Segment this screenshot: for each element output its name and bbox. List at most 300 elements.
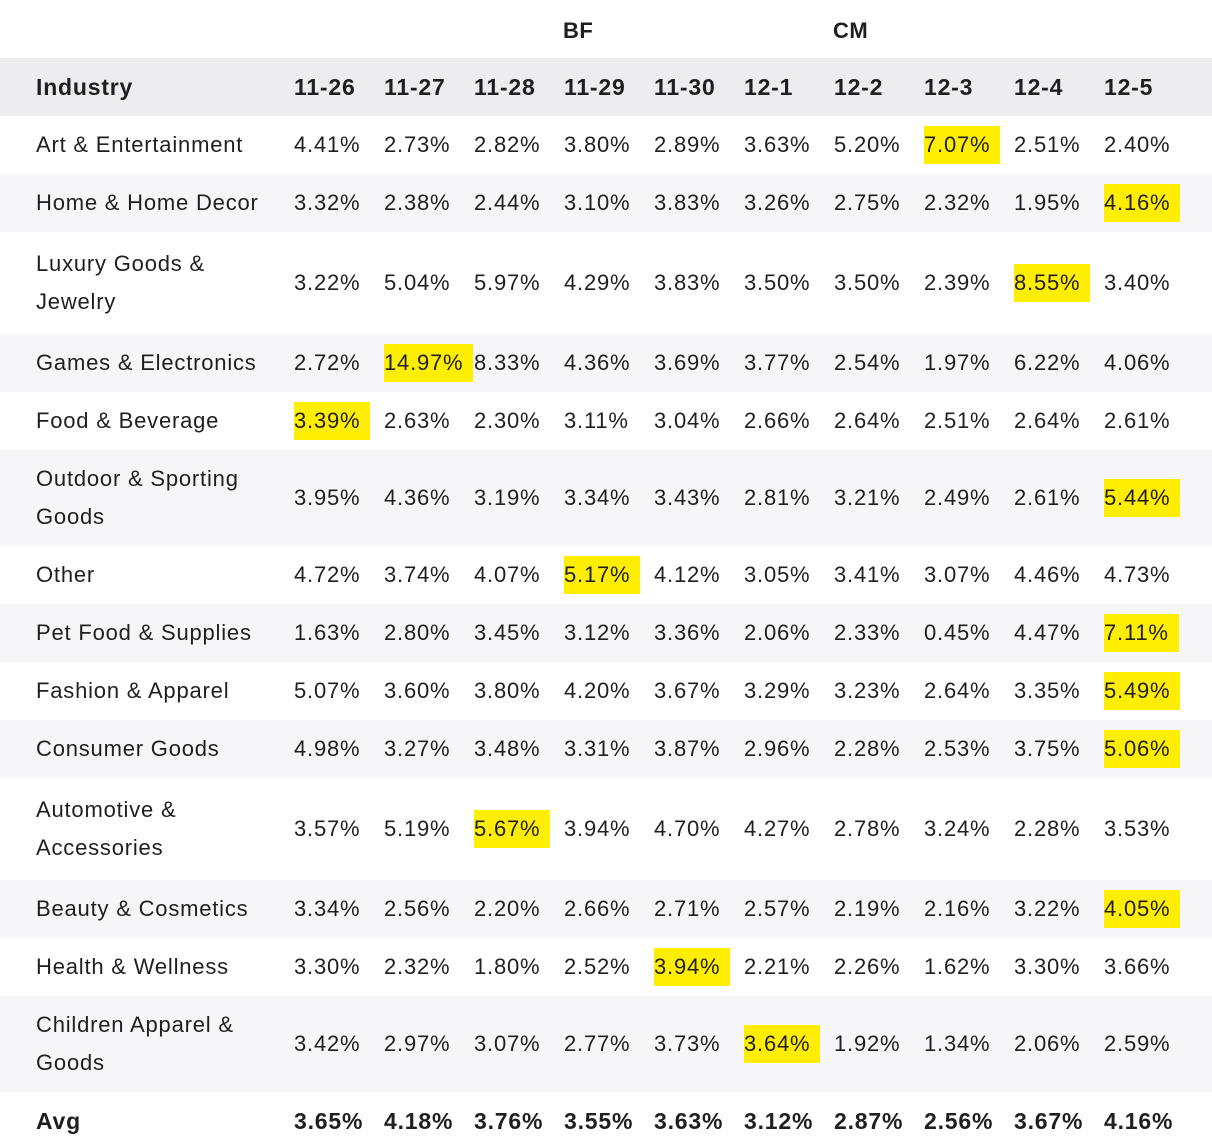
- value-cell: [650, 996, 740, 1092]
- highlighted-value-cell: [1100, 662, 1212, 720]
- cell-text: 3.43%: [654, 485, 721, 510]
- avg-value-cell: 2.87%: [834, 1108, 904, 1134]
- group-label-cm: CM: [833, 18, 869, 43]
- cell-text: 3.74%: [384, 562, 451, 587]
- cell-text: 3.95%: [294, 485, 361, 510]
- highlighted-value-cell: [290, 392, 380, 450]
- cell-text: 4.73%: [1104, 562, 1171, 587]
- cell-text: 2.16%: [924, 896, 991, 921]
- avg-value-cell: 3.76%: [474, 1108, 544, 1134]
- cell-text: 2.73%: [384, 132, 451, 157]
- value-cell: [920, 174, 1010, 232]
- column-header-date: 11-30: [654, 73, 716, 100]
- value-cell: [1010, 546, 1100, 604]
- industry-name: Health & Wellness: [36, 954, 229, 979]
- value-cell: [290, 334, 380, 392]
- cell-text: 2.54%: [834, 350, 901, 375]
- cell-text: 2.30%: [474, 408, 541, 433]
- value-cell: [740, 938, 830, 996]
- value-cell: [650, 450, 740, 546]
- cell-text: 8.55%: [1014, 264, 1090, 302]
- table-row: [0, 232, 1212, 334]
- cell-text: 3.35%: [1014, 678, 1081, 703]
- cell-text: 2.51%: [924, 408, 991, 433]
- value-cell: [1100, 778, 1212, 880]
- value-cell: [560, 116, 650, 174]
- value-cell: [470, 546, 560, 604]
- value-cell: [1010, 450, 1100, 546]
- table-row: [0, 604, 1212, 662]
- industry-name: Pet Food & Supplies: [36, 620, 252, 645]
- value-cell: [1010, 392, 1100, 450]
- value-cell: [830, 720, 920, 778]
- value-cell: [1010, 334, 1100, 392]
- value-cell: [560, 662, 650, 720]
- cell-text: 3.63%: [744, 132, 811, 157]
- cell-text: 2.20%: [474, 896, 541, 921]
- cell-text: 3.40%: [1104, 270, 1171, 295]
- value-cell: [740, 334, 830, 392]
- value-cell: [470, 174, 560, 232]
- table-row: [0, 450, 1212, 546]
- table-row: [0, 174, 1212, 232]
- column-header-date: 11-27: [384, 73, 446, 100]
- value-cell: [650, 232, 740, 334]
- industry-name: Games & Electronics: [36, 350, 257, 375]
- value-cell: [560, 778, 650, 880]
- value-cell: [470, 334, 560, 392]
- value-cell: [830, 334, 920, 392]
- table-row: [0, 938, 1212, 996]
- value-cell: [290, 174, 380, 232]
- cell-text: 4.27%: [744, 816, 811, 841]
- cell-text: 2.97%: [384, 1031, 451, 1056]
- cell-text: 2.52%: [564, 954, 631, 979]
- value-cell: [920, 778, 1010, 880]
- industry-name: Other: [36, 562, 96, 587]
- cell-text: 5.19%: [384, 816, 451, 841]
- highlighted-value-cell: [1100, 720, 1212, 778]
- cell-text: 7.11%: [1104, 614, 1179, 652]
- cell-text: 1.92%: [834, 1031, 901, 1056]
- value-cell: [650, 662, 740, 720]
- value-cell: [650, 720, 740, 778]
- avg-value-cell: 2.56%: [924, 1108, 994, 1134]
- value-cell: [1010, 604, 1100, 662]
- value-cell: [920, 392, 1010, 450]
- cell-text: 1.34%: [924, 1031, 991, 1056]
- value-cell: [1100, 116, 1212, 174]
- cell-text: 2.32%: [384, 954, 451, 979]
- group-label-bf: BF: [563, 18, 594, 43]
- cell-text: 3.42%: [294, 1031, 361, 1056]
- column-header-date: 12-2: [834, 73, 884, 100]
- value-cell: [830, 938, 920, 996]
- value-cell: [290, 604, 380, 662]
- cell-text: 2.66%: [744, 408, 811, 433]
- cell-text: 4.70%: [654, 816, 721, 841]
- cell-text: 2.89%: [654, 132, 721, 157]
- highlighted-value-cell: [560, 546, 650, 604]
- cell-text: 3.69%: [654, 350, 721, 375]
- cell-text: 2.64%: [924, 678, 991, 703]
- cell-text: 2.28%: [834, 736, 901, 761]
- column-header-date: 12-3: [924, 73, 974, 100]
- value-cell: [1100, 392, 1212, 450]
- value-cell: [740, 720, 830, 778]
- value-cell: [380, 116, 470, 174]
- value-cell: [740, 778, 830, 880]
- cell-text: 4.12%: [654, 562, 721, 587]
- table-row: [0, 996, 1212, 1092]
- value-cell: [920, 604, 1010, 662]
- value-cell: [560, 450, 650, 546]
- value-cell: [830, 116, 920, 174]
- cell-text: 3.07%: [474, 1031, 541, 1056]
- column-header-industry: Industry: [36, 73, 134, 100]
- value-cell: [920, 334, 1010, 392]
- highlighted-value-cell: [920, 116, 1010, 174]
- cell-text: 2.64%: [834, 408, 901, 433]
- industry-name: Fashion & Apparel: [36, 678, 230, 703]
- value-cell: [1010, 778, 1100, 880]
- cell-text: 3.53%: [1104, 816, 1171, 841]
- value-cell: [380, 880, 470, 938]
- cell-text: 3.34%: [294, 896, 361, 921]
- column-header-date: 11-29: [564, 73, 626, 100]
- industry-name: Home & Home Decor: [36, 190, 259, 215]
- cell-text: 3.87%: [654, 736, 721, 761]
- value-cell: [380, 662, 470, 720]
- cell-text: 3.11%: [564, 408, 629, 433]
- cell-text: 2.44%: [474, 190, 541, 215]
- cell-text: 2.06%: [744, 620, 811, 645]
- value-cell: [830, 662, 920, 720]
- value-cell: [830, 174, 920, 232]
- highlighted-value-cell: [1100, 450, 1212, 546]
- cell-text: 2.59%: [1104, 1031, 1171, 1056]
- cell-text: 1.80%: [474, 954, 541, 979]
- cell-text: 2.66%: [564, 896, 631, 921]
- column-header-date: 12-1: [744, 73, 794, 100]
- value-cell: [740, 450, 830, 546]
- value-cell: [560, 174, 650, 232]
- cell-text: 5.49%: [1104, 672, 1180, 710]
- cell-text: 3.32%: [294, 190, 361, 215]
- cell-text: 3.29%: [744, 678, 811, 703]
- value-cell: [650, 880, 740, 938]
- cell-text: 2.49%: [924, 485, 991, 510]
- value-cell: [470, 938, 560, 996]
- industry-name: Beauty & Cosmetics: [36, 896, 249, 921]
- value-cell: [470, 662, 560, 720]
- cell-text: 4.16%: [1104, 184, 1180, 222]
- value-cell: [560, 996, 650, 1092]
- value-cell: [650, 116, 740, 174]
- cell-text: 1.63%: [294, 620, 361, 645]
- cell-text: 2.57%: [744, 896, 811, 921]
- cell-text: 2.56%: [384, 896, 451, 921]
- cell-text: 3.80%: [474, 678, 541, 703]
- industry-name: Art & Entertainment: [36, 132, 244, 157]
- value-cell: [830, 604, 920, 662]
- cell-text: 2.78%: [834, 816, 901, 841]
- cell-text: 2.21%: [744, 954, 811, 979]
- group-labels: [0, 0, 1212, 58]
- cell-text: 0.45%: [924, 620, 991, 645]
- avg-value-cell: 3.67%: [1014, 1108, 1084, 1134]
- cell-text: 2.33%: [834, 620, 901, 645]
- cell-text: 3.04%: [654, 408, 721, 433]
- cell-text: 5.20%: [834, 132, 901, 157]
- value-cell: [380, 392, 470, 450]
- cell-text: 4.36%: [564, 350, 631, 375]
- value-cell: [1010, 174, 1100, 232]
- cell-text: 3.57%: [294, 816, 361, 841]
- cell-text: 2.82%: [474, 132, 541, 157]
- cell-text: 3.41%: [834, 562, 901, 587]
- value-cell: [830, 546, 920, 604]
- value-cell: [1010, 938, 1100, 996]
- column-header-date: 12-5: [1104, 73, 1154, 100]
- cell-text: 3.94%: [654, 948, 730, 986]
- cell-text: 3.22%: [1014, 896, 1081, 921]
- cell-text: 2.72%: [294, 350, 361, 375]
- cell-text: 3.24%: [924, 816, 991, 841]
- cell-text: 2.96%: [744, 736, 811, 761]
- cell-text: 4.07%: [474, 562, 541, 587]
- cell-text: 3.50%: [834, 270, 901, 295]
- value-cell: [740, 662, 830, 720]
- avg-value-cell: 4.18%: [384, 1108, 454, 1134]
- cell-text: 4.05%: [1104, 890, 1180, 928]
- cell-text: 4.72%: [294, 562, 361, 587]
- value-cell: [920, 996, 1010, 1092]
- cell-text: 2.75%: [834, 190, 901, 215]
- highlighted-value-cell: [380, 334, 470, 392]
- value-cell: [380, 720, 470, 778]
- cell-text: 2.61%: [1104, 408, 1171, 433]
- table-row: [0, 778, 1212, 880]
- value-cell: [290, 232, 380, 334]
- cell-text: 4.41%: [294, 132, 361, 157]
- value-cell: [290, 662, 380, 720]
- value-cell: [380, 778, 470, 880]
- value-cell: [470, 720, 560, 778]
- avg-value-cell: 3.65%: [294, 1108, 364, 1134]
- value-cell: [290, 996, 380, 1092]
- avg-row: [0, 1092, 1212, 1147]
- value-cell: [920, 938, 1010, 996]
- column-header-date: 11-26: [294, 73, 356, 100]
- value-cell: [740, 546, 830, 604]
- value-cell: [560, 720, 650, 778]
- cell-text: 3.26%: [744, 190, 811, 215]
- value-cell: [1100, 232, 1212, 334]
- value-cell: [920, 232, 1010, 334]
- value-cell: [290, 880, 380, 938]
- cell-text: 2.61%: [1014, 485, 1081, 510]
- cell-text: 3.05%: [744, 562, 811, 587]
- cell-text: 3.21%: [834, 485, 901, 510]
- table-row: [0, 662, 1212, 720]
- cell-text: 2.32%: [924, 190, 991, 215]
- value-cell: [650, 174, 740, 232]
- industry-table: [0, 58, 1212, 1147]
- value-cell: [1010, 662, 1100, 720]
- value-cell: [740, 116, 830, 174]
- industry-name: Consumer Goods: [36, 736, 220, 761]
- cell-text: 3.67%: [654, 678, 721, 703]
- cell-text: 3.66%: [1104, 954, 1171, 979]
- cell-text: 2.19%: [834, 896, 901, 921]
- cell-text: 4.29%: [564, 270, 631, 295]
- cell-text: 7.07%: [924, 126, 1000, 164]
- highlighted-value-cell: [740, 996, 830, 1092]
- cell-text: 2.64%: [1014, 408, 1081, 433]
- value-cell: [650, 546, 740, 604]
- value-cell: [290, 546, 380, 604]
- industry-name: Automotive & Accessories: [36, 797, 177, 860]
- cell-text: 4.98%: [294, 736, 361, 761]
- highlighted-value-cell: [1100, 604, 1212, 662]
- value-cell: [560, 232, 650, 334]
- value-cell: [1100, 334, 1212, 392]
- value-cell: [380, 174, 470, 232]
- cell-text: 2.39%: [924, 270, 991, 295]
- value-cell: [560, 604, 650, 662]
- value-cell: [830, 232, 920, 334]
- cell-text: 4.06%: [1104, 350, 1171, 375]
- column-header-date: 11-28: [474, 73, 536, 100]
- value-cell: [650, 604, 740, 662]
- value-cell: [650, 334, 740, 392]
- value-cell: [560, 392, 650, 450]
- value-cell: [380, 604, 470, 662]
- value-cell: [1100, 546, 1212, 604]
- highlighted-value-cell: [650, 938, 740, 996]
- value-cell: [920, 450, 1010, 546]
- value-cell: [290, 778, 380, 880]
- value-cell: [290, 938, 380, 996]
- value-cell: [290, 450, 380, 546]
- cell-text: 2.71%: [654, 896, 721, 921]
- value-cell: [290, 116, 380, 174]
- value-cell: [650, 778, 740, 880]
- cell-text: 2.81%: [744, 485, 811, 510]
- cell-text: 2.51%: [1014, 132, 1081, 157]
- table-row: [0, 334, 1212, 392]
- cell-text: 2.80%: [384, 620, 451, 645]
- cell-text: 3.39%: [294, 402, 370, 440]
- cell-text: 5.67%: [474, 810, 550, 848]
- cell-text: 3.83%: [654, 190, 721, 215]
- value-cell: [1010, 880, 1100, 938]
- table-row: [0, 880, 1212, 938]
- value-cell: [920, 662, 1010, 720]
- value-cell: [470, 880, 560, 938]
- cell-text: 3.23%: [834, 678, 901, 703]
- avg-value-cell: 3.12%: [744, 1108, 814, 1134]
- value-cell: [740, 604, 830, 662]
- cell-text: 4.20%: [564, 678, 631, 703]
- column-header-date: 12-4: [1014, 73, 1064, 100]
- cell-text: 4.36%: [384, 485, 451, 510]
- cell-text: 3.80%: [564, 132, 631, 157]
- cell-text: 5.07%: [294, 678, 361, 703]
- cell-text: 6.22%: [1014, 350, 1081, 375]
- cell-text: 2.40%: [1104, 132, 1171, 157]
- cell-text: 3.10%: [564, 190, 631, 215]
- value-cell: [1100, 938, 1212, 996]
- industry-name: Children Apparel & Goods: [36, 1012, 234, 1075]
- highlighted-value-cell: [1010, 232, 1100, 334]
- cell-text: 2.53%: [924, 736, 991, 761]
- value-cell: [380, 938, 470, 996]
- cell-text: 4.47%: [1014, 620, 1081, 645]
- value-cell: [650, 392, 740, 450]
- highlighted-value-cell: [470, 778, 560, 880]
- table-row: [0, 116, 1212, 174]
- cell-text: 2.63%: [384, 408, 451, 433]
- table-row: [0, 546, 1212, 604]
- cell-text: 3.36%: [654, 620, 721, 645]
- value-cell: [560, 334, 650, 392]
- cell-text: 3.77%: [744, 350, 811, 375]
- value-cell: [470, 232, 560, 334]
- header-row: [0, 58, 1212, 116]
- cell-text: 5.06%: [1104, 730, 1180, 768]
- value-cell: [1010, 720, 1100, 778]
- cell-text: 2.06%: [1014, 1031, 1081, 1056]
- avg-value-cell: 3.63%: [654, 1108, 724, 1134]
- avg-value-cell: 3.55%: [564, 1108, 634, 1134]
- value-cell: [1010, 996, 1100, 1092]
- value-cell: [380, 450, 470, 546]
- cell-text: 5.97%: [474, 270, 541, 295]
- cell-text: 3.83%: [654, 270, 721, 295]
- value-cell: [830, 778, 920, 880]
- table-body: [0, 116, 1212, 1147]
- cell-text: 3.12%: [564, 620, 631, 645]
- value-cell: [470, 116, 560, 174]
- cell-text: 3.07%: [924, 562, 991, 587]
- table-row: [0, 720, 1212, 778]
- value-cell: [1010, 116, 1100, 174]
- value-cell: [830, 880, 920, 938]
- cell-text: 5.17%: [564, 556, 640, 594]
- value-cell: [740, 174, 830, 232]
- cell-text: 14.97%: [384, 344, 473, 382]
- highlighted-value-cell: [1100, 174, 1212, 232]
- value-cell: [380, 546, 470, 604]
- cell-text: 2.28%: [1014, 816, 1081, 841]
- highlighted-value-cell: [1100, 880, 1212, 938]
- cell-text: 1.95%: [1014, 190, 1081, 215]
- cell-text: 3.48%: [474, 736, 541, 761]
- value-cell: [380, 996, 470, 1092]
- value-cell: [830, 450, 920, 546]
- cell-text: 3.75%: [1014, 736, 1081, 761]
- cell-text: 3.27%: [384, 736, 451, 761]
- cell-text: 2.38%: [384, 190, 451, 215]
- cell-text: 4.46%: [1014, 562, 1081, 587]
- industry-name: Luxury Goods & Jewelry: [36, 251, 205, 314]
- table-row: [0, 392, 1212, 450]
- cell-text: 3.60%: [384, 678, 451, 703]
- value-cell: [560, 938, 650, 996]
- value-cell: [380, 232, 470, 334]
